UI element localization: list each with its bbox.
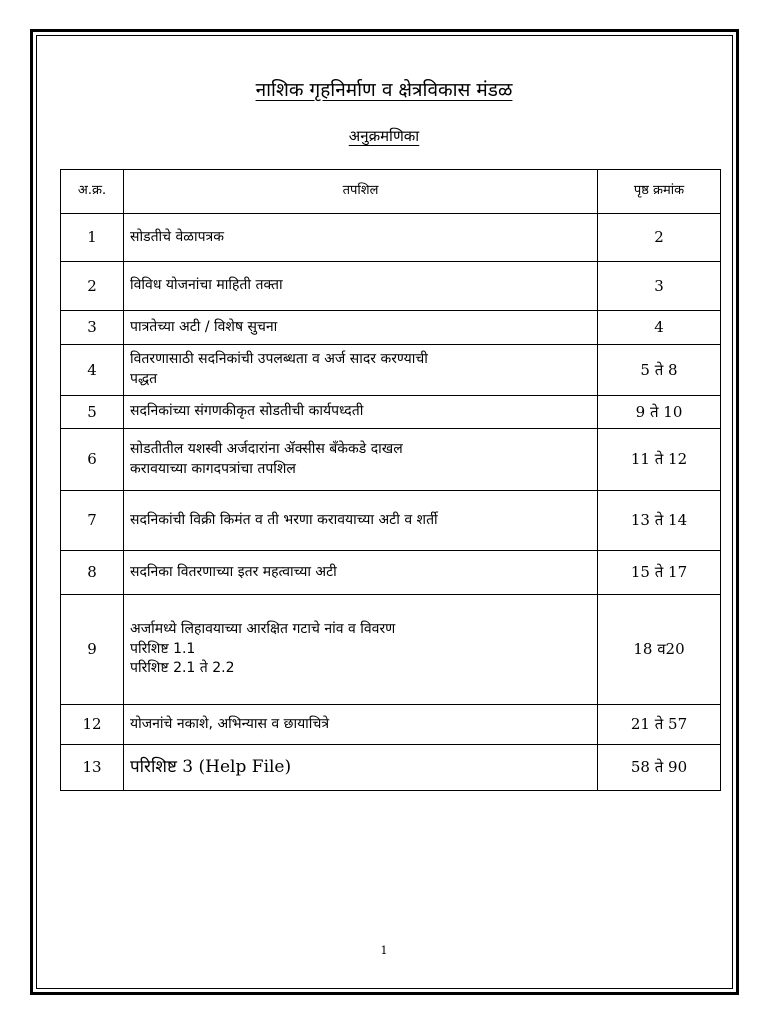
row-details	[124, 705, 598, 745]
row-page: 13 ते 14	[598, 491, 721, 551]
row-serial: 7	[61, 491, 124, 551]
table-row	[61, 262, 721, 311]
row-serial: 2	[61, 262, 124, 311]
table-row	[61, 396, 721, 429]
table-row	[61, 345, 721, 396]
row-details-line: करावयाच्या कागदपत्रांचा तपशिल	[130, 460, 296, 477]
row-details-line: विविध योजनांचा माहिती तक्ता	[130, 277, 283, 294]
row-details-line: अर्जामध्ये लिहावयाच्या आरक्षित गटाचे नांव व विवरण	[130, 621, 396, 638]
row-details-line: सदनिका वितरणाच्या इतर महत्वाच्या अटी	[130, 563, 337, 580]
row-page: 21 ते 57	[598, 705, 721, 745]
row-page: 15 ते 17	[598, 551, 721, 595]
document-title: नाशिक गृहनिर्माण व क्षेत्रविकास मंडळ	[255, 79, 513, 101]
table-row	[61, 705, 721, 745]
row-details	[124, 311, 598, 345]
row-page: 11 ते 12	[598, 429, 721, 491]
row-details-line: परिशिष्ट 1.1	[130, 640, 196, 657]
page-number: 1	[380, 944, 388, 957]
contents-table	[60, 169, 721, 791]
table-row	[61, 491, 721, 551]
row-serial: 4	[61, 345, 124, 396]
row-details-line: वितरणासाठी सदनिकांची उपलब्धता व अर्ज सादर करण्याची	[130, 351, 428, 368]
row-details	[124, 429, 598, 491]
row-details-line: परिशिष्ट 2.1 ते 2.2	[130, 660, 235, 677]
table-header-row	[61, 170, 721, 214]
row-details-line: पद्धत	[130, 371, 158, 387]
row-details	[124, 214, 598, 262]
row-page: 4	[598, 311, 721, 345]
table-row	[61, 311, 721, 345]
table-row	[61, 595, 721, 705]
row-details-line: परिशिष्ट 3 (Help File)	[130, 756, 292, 777]
row-details-line: सदनिकांच्या संगणकीकृत सोडतीची कार्यपध्दती	[130, 403, 364, 420]
row-serial: 6	[61, 429, 124, 491]
row-details-line: सोडतीचे वेळापत्रक	[130, 228, 225, 245]
row-details	[124, 551, 598, 595]
row-details	[124, 345, 598, 396]
row-serial: 1	[61, 214, 124, 262]
row-details-line: योजनांचे नकाशे, अभिन्यास व छायाचित्रे	[130, 715, 330, 732]
row-details-line: सोडतीतील यशस्वी अर्जदारांना ॲक्सीस बँकेकडे दाखल	[130, 440, 403, 457]
row-page: 3	[598, 262, 721, 311]
row-page: 58 ते 90	[598, 745, 721, 791]
row-page: 18 व20	[598, 595, 721, 705]
header-details: तपशिल	[124, 170, 598, 214]
row-serial: 5	[61, 396, 124, 429]
row-details-line: सदनिकांची विक्री किमंत व ती भरणा करावयाच्या अटी व शर्ती	[130, 511, 438, 528]
row-details	[124, 595, 598, 705]
row-details	[124, 745, 598, 791]
header-page-number: पृष्ठ क्रमांक	[598, 170, 721, 214]
table-row	[61, 551, 721, 595]
row-details	[124, 262, 598, 311]
row-serial: 3	[61, 311, 124, 345]
row-page: 9 ते 10	[598, 396, 721, 429]
row-serial: 13	[61, 745, 124, 791]
table-row	[61, 745, 721, 791]
row-serial: 8	[61, 551, 124, 595]
row-serial: 9	[61, 595, 124, 705]
document-subtitle: अनुक्रमणिका	[348, 127, 420, 145]
header-serial: अ.क्र.	[61, 170, 124, 214]
row-details	[124, 396, 598, 429]
table-row	[61, 214, 721, 262]
row-page: 2	[598, 214, 721, 262]
row-details-line: पात्रतेच्या अटी / विशेष सुचना	[130, 318, 278, 335]
row-page: 5 ते 8	[598, 345, 721, 396]
row-serial: 12	[61, 705, 124, 745]
table-row	[61, 429, 721, 491]
row-details	[124, 491, 598, 551]
